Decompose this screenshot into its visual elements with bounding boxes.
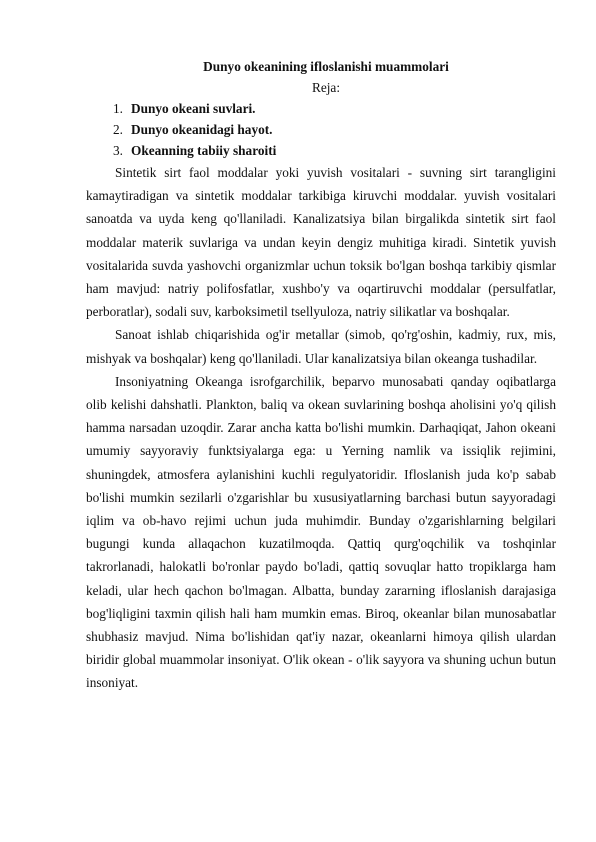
- plan-list: [86, 98, 556, 161]
- plan-item: [86, 98, 556, 119]
- plan-item-number: 3.: [113, 143, 123, 158]
- plan-item-number: 1.: [113, 101, 123, 116]
- document-content: [86, 56, 556, 695]
- plan-heading: Reja:: [311, 80, 341, 95]
- plan-item-text: Dunyo okeani suvlari.: [131, 101, 256, 116]
- plan-item: [86, 119, 556, 140]
- plan-item-text: Okeanning tabiiy sharoiti: [131, 143, 277, 158]
- body-paragraph: Insoniyatning Okeanga isrofgarchilik, beparvo munosabati qanday oqibatlarga olib kelishi dahshatli. Plankton, baliq va okean suvlarining boshqa aholisini yo'q qilish hamma narsadan uzoqdir. Zarar ancha katta bo'lishi mumkin. Darhaqiqat, Jahon okeani umumiy sayyoraviy funktsiyalarga ega: u Yerning namlik va issiqlik rejimini, shuningdek, atmosfera aylanishini kuchli regulyatoridir. Ifloslanish juda ko'p sabab bo'lishi mumkin sezilarli o'zgarishlar bu xususiyatlarning barchasi butun sayyoradagi iqlim va ob-havo rejimi uchun juda muhimdir. Bunday o'zgarishlarning belgilari bugungi kunda allaqachon kuzatilmoqda. Qattiq qurg'oqchilik va toshqinlar takrorlanadi, halokatli bo'ronlar paydo bo'ladi, qattiq sovuqlar hatto tropiklarga ham keladi, ular hech qachon bo'lmagan. Albatta, bunday zararning ifloslanish darajasiga bog'liqligini taxmin qilish hali ham mumkin emas. Biroq, okeanlar bilan munosabatlar shubhasiz mavjud. Nima bo'lishidan qat'iy nazar, okeanlarni himoya qilish ulardan biridir global muammolar insoniyat. O'lik okean - o'lik sayyora va shuning uchun butun insoniyat.: [86, 373, 556, 691]
- plan-item-text: Dunyo okeanidagi hayot.: [131, 122, 273, 137]
- body-paragraph: Sanoat ishlab chiqarishida og'ir metallar (simob, qo'rg'oshin, kadmiy, rux, mis, mishyak va boshqalar) keng qo'llaniladi. Ular kanalizatsiya bilan okeanga tushadilar.: [86, 327, 556, 366]
- body-paragraph: Sintetik sirt faol moddalar yoki yuvish vositalari - suvning sirt tarangligini kamaytiradigan va sintetik moddalar tarkibiga kiruvchi moddalar. yuvish vositalari sanoatda va uyda keng qo'llaniladi. Kanalizatsiya bilan birgalikda sintetik sirt faol moddalar materik suvlariga va undan keyin dengiz muhitiga kiradi. Sintetik yuvish vositalarida suvda yashovchi organizmlar uchun toksik bo'lgan boshqa tarkibiy qismlar ham mavjud: natriy polifosfatlar, xushbo'y va oqartiruvchi moddalar (persulfatlar, perboratlar), sodali suv, karboksimetil tsellyuloza, natriy silikatlar va boshqalar.: [86, 165, 556, 320]
- document-title: Dunyo okeanining ifloslanishi muammolari: [203, 59, 449, 74]
- plan-item: [86, 140, 556, 161]
- plan-item-number: 2.: [113, 122, 123, 137]
